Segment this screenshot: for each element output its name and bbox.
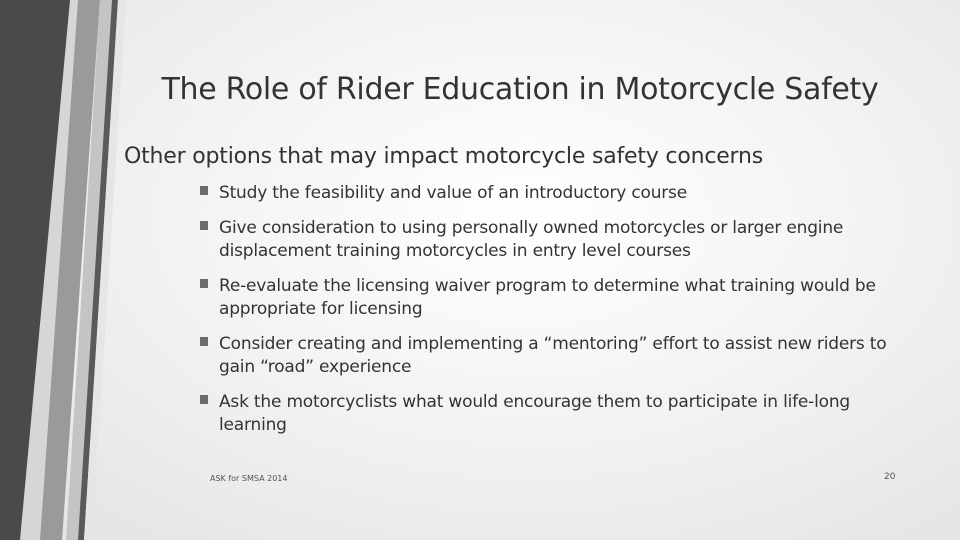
- bullet-item: [200, 217, 900, 263]
- slide-title: The Role of Rider Education in Motorcycle Safety: [161, 72, 879, 107]
- square-bullet-icon: [200, 395, 208, 404]
- slide-subtitle: Other options that may impact motorcycle safety concerns: [124, 144, 764, 169]
- bullet-list: [200, 182, 900, 449]
- bullet-text: Give consideration to using personally owned motorcycles or larger engine displacement training motorcycles in entry level courses: [219, 218, 844, 261]
- bullet-item: [200, 391, 900, 437]
- bullet-text: Consider creating and implementing a “mentoring” effort to assist new riders to gain “road” experience: [219, 334, 887, 377]
- bullet-text: Re-evaluate the licensing waiver program to determine what training would be appropriate for licensing: [219, 276, 876, 319]
- decorative-stripes: [0, 0, 130, 540]
- bullet-text: Study the feasibility and value of an introductory course: [219, 183, 687, 203]
- footer-text: ASK for SMSA 2014: [210, 474, 288, 483]
- bullet-text: Ask the motorcyclists what would encourage them to participate in life-long learning: [219, 392, 850, 435]
- bullet-item: [200, 333, 900, 379]
- square-bullet-icon: [200, 221, 208, 230]
- bullet-item: [200, 182, 900, 205]
- square-bullet-icon: [200, 186, 208, 195]
- square-bullet-icon: [200, 337, 208, 346]
- page-number: 20: [884, 472, 896, 482]
- bullet-item: [200, 275, 900, 321]
- square-bullet-icon: [200, 279, 208, 288]
